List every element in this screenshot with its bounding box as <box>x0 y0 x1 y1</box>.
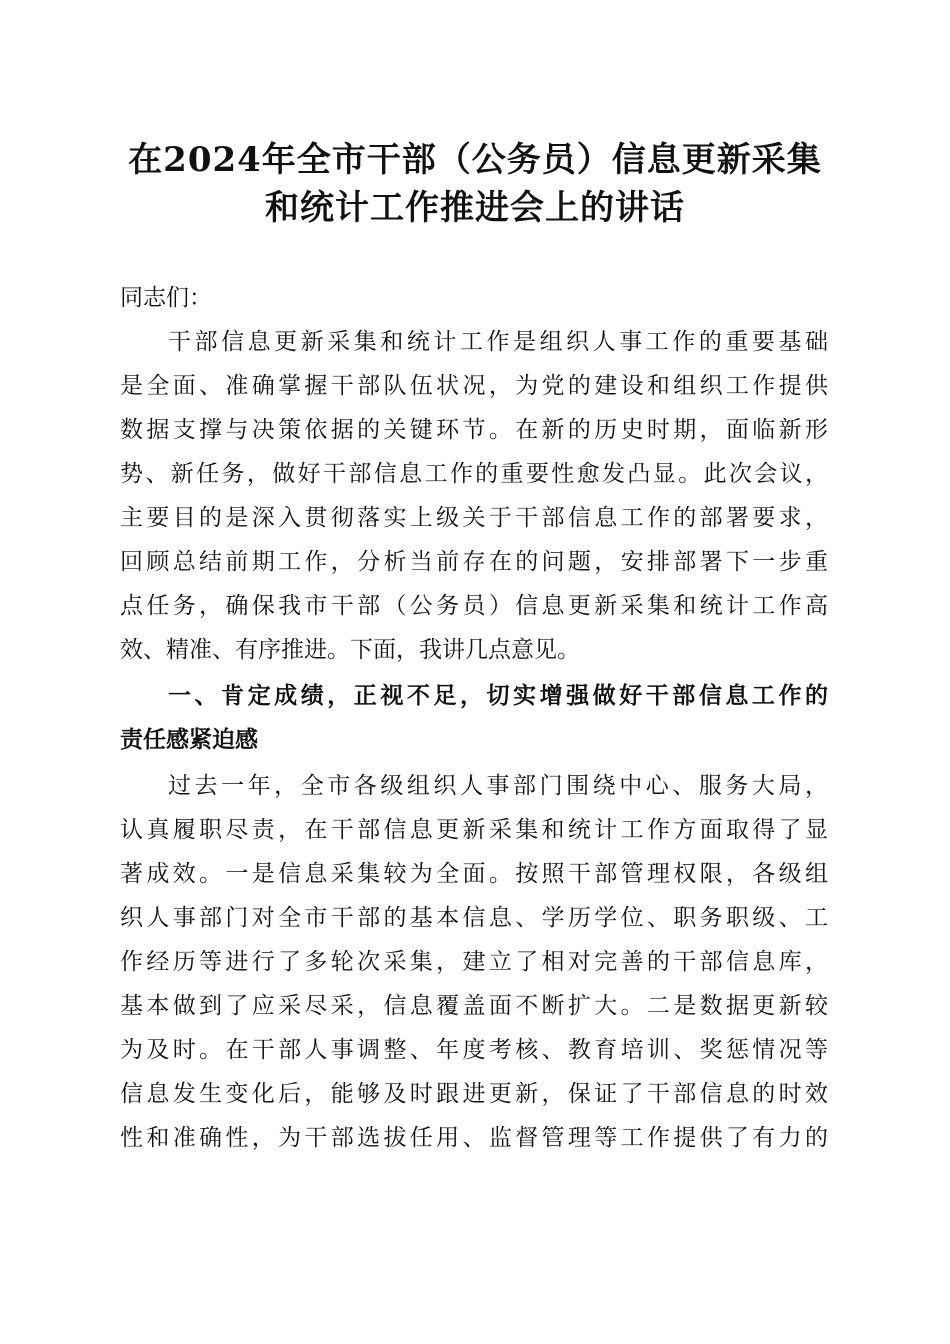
paragraph-2-line: 过去一年，全市各级组织人事部门围绕中心、服务大局， <box>168 773 828 799</box>
document-title-line-2: 和统计工作推进会上的讲话 <box>265 188 685 228</box>
paragraph-2-line: 为及时。在干部人事调整、年度考核、教育培训、奖惩情况等 <box>120 1037 828 1063</box>
section-1-heading-line: 责任感紧迫感 <box>120 727 258 753</box>
paragraph-1-line: 是全面、准确掌握干部队伍状况，为党的建设和组织工作提供 <box>120 373 828 399</box>
paragraph-2-line: 基本做到了应采尽采，信息覆盖面不断扩大。二是数据更新较 <box>120 993 828 1019</box>
paragraph-2-line: 作经历等进行了多轮次采集，建立了相对完善的干部信息库， <box>120 949 828 975</box>
paragraph-2-line: 信息发生变化后，能够及时跟进更新，保证了干部信息的时效 <box>120 1081 828 1107</box>
paragraph-2-line: 性和准确性，为干部选拔任用、监督管理等工作提供了有力的 <box>120 1125 828 1151</box>
section-1-heading-line: 一、肯定成绩，正视不足，切实增强做好干部信息工作的 <box>168 683 828 709</box>
document-title-line-1: 在2024年全市干部（公务员）信息更新采集 <box>128 140 822 180</box>
paragraph-1-line: 点任务，确保我市干部（公务员）信息更新采集和统计工作高 <box>120 593 828 619</box>
paragraph-1-line: 回顾总结前期工作，分析当前存在的问题，安排部署下一步重 <box>120 549 828 575</box>
paragraph-2-line: 认真履职尽责，在干部信息更新采集和统计工作方面取得了显 <box>120 817 828 843</box>
paragraph-2-line: 著成效。一是信息采集较为全面。按照干部管理权限，各级组 <box>120 861 828 887</box>
paragraph-1-line: 数据支撑与决策依据的关键环节。在新的历史时期，面临新形 <box>120 417 828 443</box>
paragraph-2-line: 织人事部门对全市干部的基本信息、学历学位、职务职级、工 <box>120 905 828 931</box>
paragraph-1-line: 效、精准、有序推进。下面，我讲几点意见。 <box>120 637 580 663</box>
paragraph-1-line: 干部信息更新采集和统计工作是组织人事工作的重要基础 <box>168 329 828 355</box>
salutation: 同志们： <box>120 285 212 311</box>
paragraph-1-line: 势、新任务，做好干部信息工作的重要性愈发凸显。此次会议， <box>120 461 828 487</box>
paragraph-1-line: 主要目的是深入贯彻落实上级关于干部信息工作的部署要求， <box>120 505 828 531</box>
